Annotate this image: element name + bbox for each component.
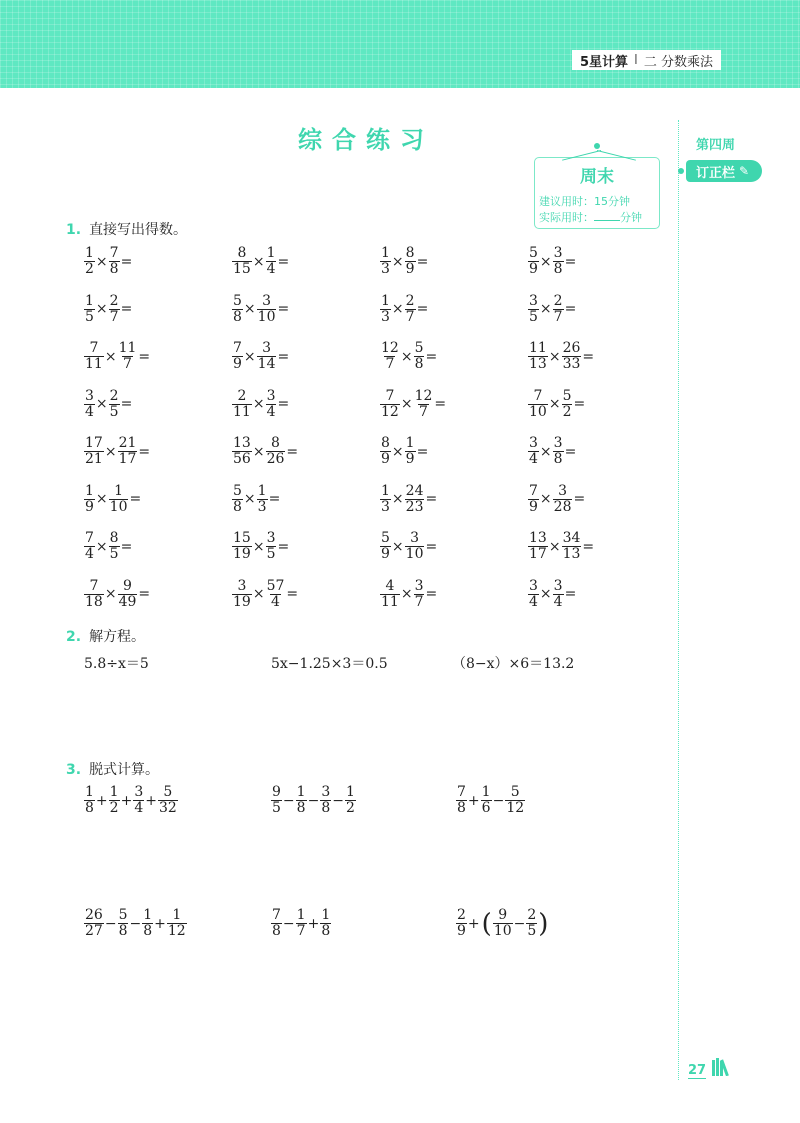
equation-2: 5x−1.25×3＝0.5 — [271, 656, 388, 672]
mult-expression — [380, 484, 438, 515]
times-sign: × — [400, 586, 413, 602]
fraction: $\frac{12}{7}$ — [414, 387, 433, 420]
fraction: $\frac{13}{17}$ — [529, 530, 547, 562]
mult-expression — [380, 579, 438, 610]
mult-expression — [232, 436, 299, 467]
sign-title: 周末 — [580, 167, 614, 187]
fraction: $\frac{1}{2}$ — [345, 784, 355, 816]
fraction: $\frac{3}{5}$ — [266, 530, 276, 562]
times-sign: × — [95, 538, 108, 555]
mult-expression — [84, 579, 151, 610]
times-sign: × — [252, 586, 265, 602]
times-sign: × — [391, 301, 404, 317]
fraction: $\frac{8}{9}$ — [405, 245, 415, 277]
times-sign: × — [104, 586, 117, 602]
header-band — [0, 0, 800, 88]
mult-expression — [380, 436, 429, 467]
equals-sign: = — [277, 396, 290, 412]
equals-sign: = — [564, 443, 577, 460]
mult-expression — [380, 531, 438, 562]
equals-sign: = — [564, 301, 577, 317]
fraction: $\frac{1}{8}$ — [321, 907, 331, 939]
right-paren: ) — [538, 908, 549, 939]
times-sign: × — [104, 348, 117, 365]
fraction: $\frac{1}{8}$ — [143, 907, 153, 939]
times-sign: × — [548, 538, 561, 555]
actual-time — [539, 209, 642, 225]
fraction: $\frac{1}{4}$ — [266, 245, 276, 277]
fraction: $\frac{2}{11}$ — [233, 387, 251, 420]
times-sign: × — [391, 491, 404, 507]
equals-sign: = — [277, 253, 290, 270]
actual-time-blank[interactable] — [594, 210, 620, 221]
correction-label: 订正栏 — [696, 165, 736, 181]
fraction: $\frac{1}{12}$ — [167, 907, 186, 939]
fraction: $\frac{17}{21}$ — [85, 435, 103, 467]
times-sign: × — [104, 443, 117, 460]
fraction: $\frac{34}{13}$ — [562, 530, 581, 562]
fraction: $\frac{1}{2}$ — [85, 245, 94, 277]
times-sign: × — [548, 396, 561, 412]
times-sign: × — [539, 586, 552, 602]
equals-sign: = — [286, 586, 299, 602]
mult-expression — [380, 389, 447, 420]
string-left — [562, 150, 601, 161]
times-sign: × — [95, 491, 108, 507]
times-sign: × — [391, 253, 404, 270]
times-sign: × — [243, 348, 256, 365]
times-sign: × — [391, 443, 404, 460]
actual-time-unit: 分钟 — [620, 211, 642, 224]
mult-expression — [232, 484, 281, 515]
mult-expression — [528, 531, 595, 562]
equals-sign: = — [573, 396, 586, 412]
fraction: $\frac{1}{10}$ — [109, 482, 128, 515]
times-sign: × — [400, 348, 413, 365]
fraction: $\frac{5}{8}$ — [233, 482, 242, 515]
fraction: $\frac{5}{8}$ — [233, 292, 242, 325]
question-1-heading — [66, 219, 187, 239]
string-right — [597, 150, 636, 161]
fraction: $\frac{1}{3}$ — [381, 482, 390, 515]
margin-divider — [678, 120, 679, 1080]
fraction: $\frac{7}{12}$ — [381, 387, 399, 420]
equals-sign: = — [277, 348, 290, 365]
fraction: $\frac{1}{5}$ — [85, 292, 94, 325]
fraction: $\frac{3}{8}$ — [553, 435, 563, 467]
fraction: $\frac{5}{12}$ — [506, 784, 525, 816]
mult-expression — [232, 531, 290, 562]
equals-sign: = — [138, 443, 151, 460]
mult-expression — [528, 341, 595, 372]
mult-expression — [84, 389, 133, 420]
fraction: $\frac{8}{5}$ — [109, 530, 119, 562]
equals-sign: = — [582, 538, 595, 555]
equals-sign: = — [425, 491, 438, 507]
fraction: $\frac{3}{10}$ — [257, 292, 276, 325]
times-sign: × — [252, 443, 265, 460]
expression-3: $\frac{7}{8}$ + $\frac{1}{6}$ − $\frac{5}{12}$ — [457, 784, 525, 816]
fraction: $\frac{3}{10}$ — [405, 530, 424, 562]
question-text: 解方程。 — [89, 629, 146, 645]
fraction: $\frac{7}{9}$ — [529, 482, 538, 515]
fraction: $\frac{3}{8}$ — [553, 245, 563, 277]
fraction: $\frac{7}{10}$ — [529, 387, 547, 420]
fraction: $\frac{1}{3}$ — [381, 292, 390, 325]
question-text: 直接写出得数。 — [89, 222, 188, 238]
times-sign: × — [95, 253, 108, 270]
actual-time-label: 实际用时： — [539, 211, 594, 224]
fraction: $\frac{1}{2}$ — [109, 784, 119, 816]
page-number: 27 — [688, 1063, 707, 1078]
mult-expression — [232, 579, 299, 610]
fraction: $\frac{2}{7}$ — [553, 292, 563, 325]
fraction: $\frac{8}{15}$ — [233, 245, 251, 277]
times-sign: × — [243, 491, 256, 507]
expression-5: $\frac{7}{8}$ − $\frac{1}{7}$ + $\frac{1}{8}$ — [272, 907, 331, 939]
times-sign: × — [539, 443, 552, 460]
fraction: $\frac{26}{27}$ — [85, 907, 103, 939]
equals-sign: = — [138, 586, 151, 602]
fraction: $\frac{9}{10}$ — [493, 907, 512, 939]
books-icon — [712, 1056, 738, 1076]
question-number: 3. — [66, 762, 82, 778]
mult-expression — [528, 294, 577, 325]
left-paren: ( — [481, 908, 492, 939]
fraction: $\frac{1}{3}$ — [381, 245, 390, 277]
fraction: $\frac{3}{14}$ — [257, 340, 276, 372]
fraction: $\frac{13}{56}$ — [233, 435, 251, 467]
time-sign — [534, 157, 660, 229]
question-2-heading — [66, 626, 145, 646]
question-3-heading — [66, 759, 159, 779]
fraction: $\frac{9}{49}$ — [118, 577, 137, 610]
fraction: $\frac{3}{7}$ — [414, 577, 424, 610]
fraction: $\frac{3}{4}$ — [85, 387, 94, 420]
fraction: $\frac{4}{11}$ — [381, 577, 399, 610]
question-text: 脱式计算。 — [89, 762, 160, 778]
series-label — [572, 50, 721, 70]
fraction: $\frac{7}{8}$ — [457, 784, 466, 816]
fraction: $\frac{5}{9}$ — [529, 245, 538, 277]
fraction: $\frac{5}{8}$ — [118, 907, 128, 939]
mult-expression — [528, 389, 586, 420]
fraction: $\frac{7}{8}$ — [109, 245, 119, 277]
times-sign: × — [95, 396, 108, 412]
fraction: $\frac{26}{33}$ — [562, 340, 581, 372]
suggested-time: 建议用时：15分钟 — [539, 195, 630, 208]
fraction: $\frac{7}{8}$ — [272, 907, 281, 939]
mult-expression — [528, 484, 586, 515]
equation-3: （8−x）×6＝13.2 — [452, 656, 575, 672]
equals-sign: = — [138, 348, 151, 365]
mult-expression — [232, 294, 290, 325]
fraction: $\frac{1}{8}$ — [85, 784, 94, 816]
fraction: $\frac{3}{4}$ — [266, 387, 276, 420]
times-sign: × — [252, 396, 265, 412]
times-sign: × — [95, 301, 108, 317]
pin-icon — [594, 143, 600, 149]
fraction: $\frac{1}{9}$ — [405, 435, 415, 467]
fraction: $\frac{1}{7}$ — [296, 907, 306, 939]
equals-sign: = — [416, 253, 429, 270]
fraction: $\frac{2}{9}$ — [457, 907, 466, 939]
equals-sign: = — [120, 538, 133, 555]
equals-sign: = — [268, 491, 281, 507]
mult-expression — [232, 389, 290, 420]
times-sign: × — [539, 491, 552, 507]
fraction: $\frac{7}{11}$ — [85, 340, 103, 372]
fraction: $\frac{9}{5}$ — [272, 784, 281, 816]
chapter-text: 二 分数乘法 — [643, 54, 714, 70]
equals-sign: = — [120, 396, 133, 412]
bullet-icon — [678, 168, 684, 174]
mult-expression — [528, 246, 577, 277]
correction-tag — [686, 160, 762, 182]
times-sign: × — [400, 396, 413, 412]
mult-expression — [232, 246, 290, 277]
question-number: 1. — [66, 222, 82, 238]
mult-expression — [380, 294, 429, 325]
fraction: $\frac{11}{7}$ — [118, 340, 137, 372]
mult-expression — [232, 341, 290, 372]
question-number: 2. — [66, 629, 82, 645]
fraction: $\frac{24}{23}$ — [405, 482, 424, 515]
fraction: $\frac{5}{2}$ — [562, 387, 572, 420]
mult-expression — [84, 484, 142, 515]
times-sign: × — [252, 538, 265, 555]
mult-expression — [528, 436, 577, 467]
equals-sign: = — [129, 491, 142, 507]
fraction: $\frac{3}{4}$ — [553, 577, 563, 610]
times-sign: × — [391, 538, 404, 555]
times-sign: × — [539, 253, 552, 270]
equals-sign: = — [120, 253, 133, 270]
fraction: $\frac{3}{4}$ — [529, 577, 538, 610]
fraction: $\frac{3}{28}$ — [553, 482, 572, 515]
brand-text: 5星计算 — [580, 54, 629, 70]
mult-expression — [528, 579, 577, 610]
fraction: $\frac{15}{19}$ — [233, 530, 251, 562]
equals-sign: = — [425, 586, 438, 602]
equals-sign: = — [120, 301, 133, 317]
expression-6: $\frac{2}{9}$ + ( $\frac{9}{10}$ − $\frac{2}{5}$ ) — [457, 907, 549, 939]
equals-sign: = — [425, 348, 438, 365]
mult-expression — [84, 531, 133, 562]
fraction: $\frac{5}{9}$ — [381, 530, 390, 562]
fraction: $\frac{7}{4}$ — [85, 530, 94, 562]
equals-sign: = — [582, 348, 595, 365]
expression-2: $\frac{9}{5}$ − $\frac{1}{8}$ − $\frac{3}{8}$ − $\frac{1}{2}$ — [272, 784, 355, 816]
fraction: $\frac{21}{17}$ — [118, 435, 137, 467]
equation-1: 5.8÷x＝5 — [84, 656, 149, 672]
week-label: 第四周 — [696, 138, 736, 153]
mult-expression — [380, 246, 429, 277]
fraction: $\frac{5}{32}$ — [158, 784, 177, 816]
fraction: $\frac{3}{8}$ — [321, 784, 331, 816]
fraction: $\frac{1}{3}$ — [257, 482, 267, 515]
equals-sign: = — [564, 586, 577, 602]
mult-expression — [84, 246, 133, 277]
fraction: $\frac{3}{5}$ — [529, 292, 538, 325]
mult-expression — [84, 436, 151, 467]
mult-expression — [84, 341, 151, 372]
times-sign: × — [548, 348, 561, 365]
fraction: $\frac{3}{4}$ — [529, 435, 538, 467]
fraction: $\frac{12}{7}$ — [381, 340, 399, 372]
fraction: $\frac{3}{19}$ — [233, 577, 251, 610]
fraction: $\frac{8}{9}$ — [381, 435, 390, 467]
equals-sign: = — [416, 301, 429, 317]
fraction: $\frac{1}{9}$ — [85, 482, 94, 515]
fraction: $\frac{1}{8}$ — [296, 784, 306, 816]
fraction: $\frac{2}{7}$ — [109, 292, 119, 325]
equals-sign: = — [286, 443, 299, 460]
fraction: $\frac{11}{13}$ — [529, 340, 547, 372]
pencil-icon: ✎ — [739, 164, 750, 178]
fraction: $\frac{2}{5}$ — [109, 387, 119, 420]
fraction: $\frac{5}{8}$ — [414, 340, 424, 372]
mult-expression — [84, 294, 133, 325]
fraction: $\frac{7}{18}$ — [85, 577, 103, 610]
expression-1: $\frac{1}{8}$ + $\frac{1}{2}$ + $\frac{3}{4}$ + $\frac{5}{32}$ — [85, 784, 177, 816]
times-sign: × — [539, 301, 552, 317]
equals-sign: = — [277, 301, 290, 317]
equals-sign: = — [564, 253, 577, 270]
fraction: $\frac{2}{7}$ — [405, 292, 415, 325]
fraction: $\frac{3}{4}$ — [134, 784, 144, 816]
expression-4: $\frac{26}{27}$ − $\frac{5}{8}$ − $\frac{1}{8}$ + $\frac{1}{12}$ — [85, 907, 186, 939]
fraction: $\frac{2}{5}$ — [527, 907, 537, 939]
page-title: 综合练习 — [298, 126, 434, 154]
times-sign: × — [252, 253, 265, 270]
equals-sign: = — [416, 443, 429, 460]
equals-sign: = — [573, 491, 586, 507]
equals-sign: = — [434, 396, 447, 412]
times-sign: × — [243, 301, 256, 317]
fraction: $\frac{1}{6}$ — [481, 784, 491, 816]
mult-expression — [380, 341, 438, 372]
fraction: $\frac{7}{9}$ — [233, 340, 242, 372]
divider: I — [634, 52, 638, 68]
fraction: $\frac{8}{26}$ — [266, 435, 285, 467]
fraction: $\frac{57}{4}$ — [266, 577, 285, 610]
equals-sign: = — [277, 538, 290, 555]
equals-sign: = — [425, 538, 438, 555]
